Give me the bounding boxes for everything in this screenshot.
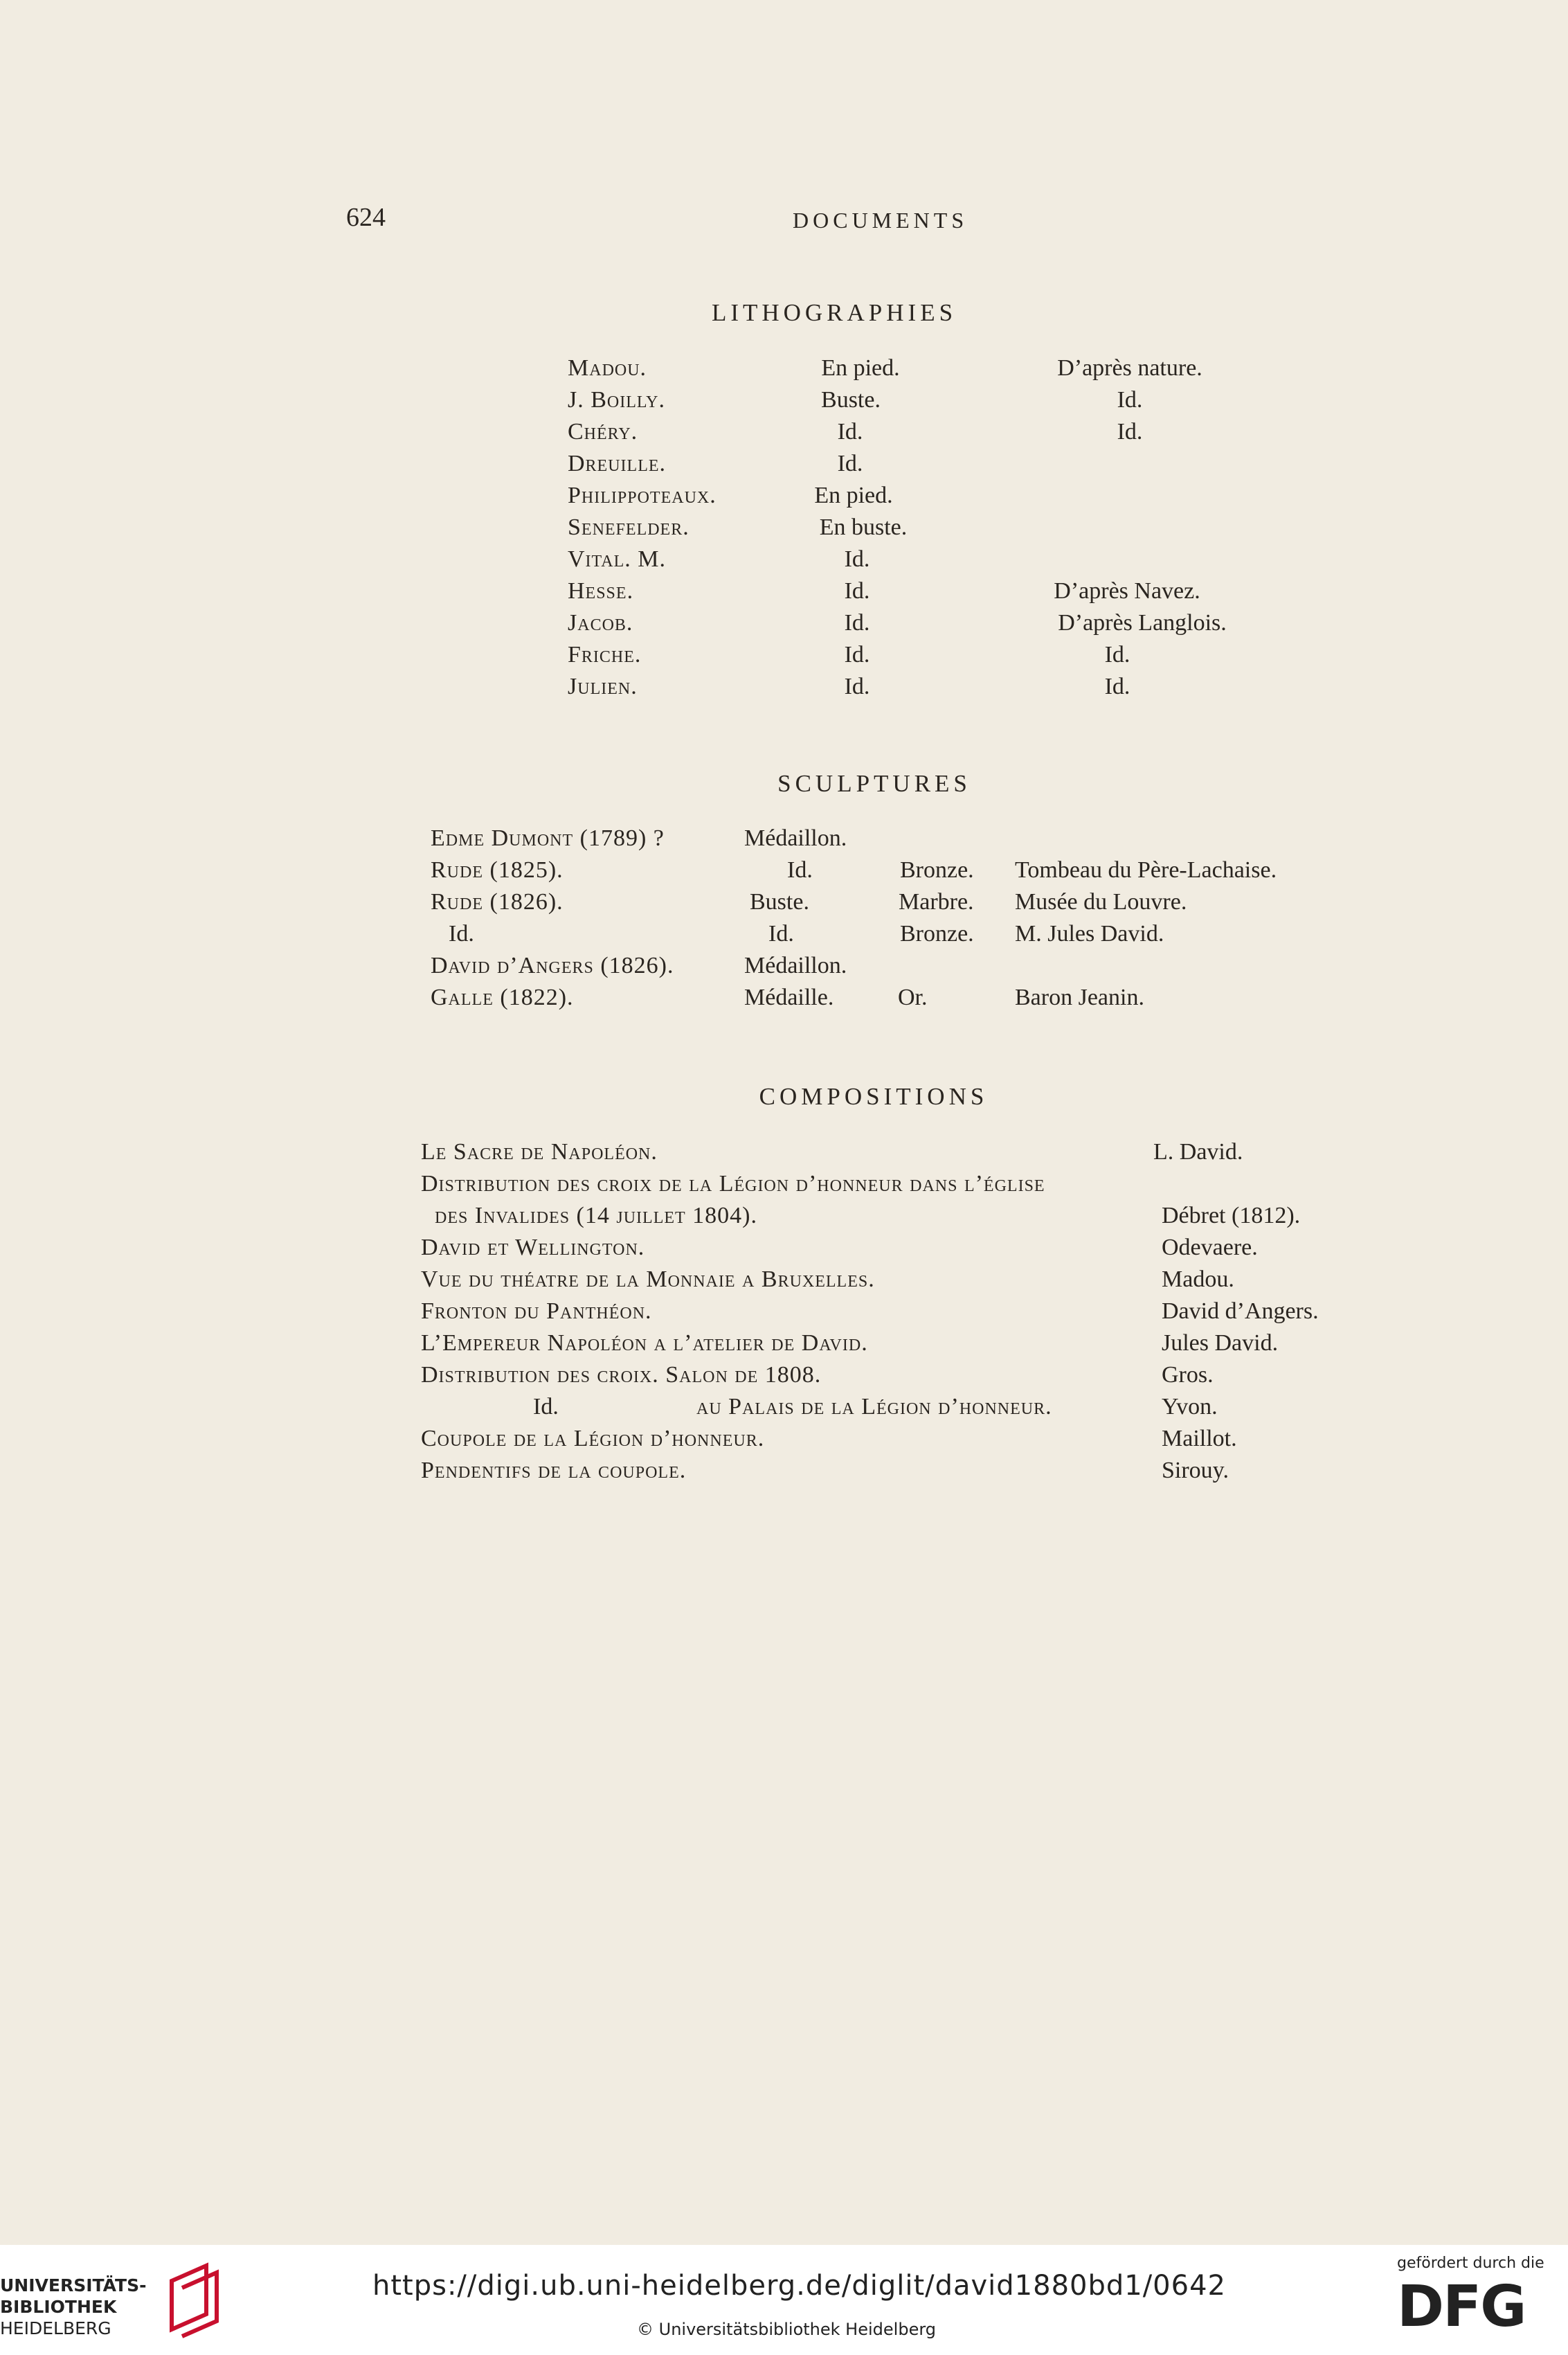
- composition-title: Distribution des croix. Salon de 1808.: [421, 1362, 822, 1388]
- portrait-type: Id.: [837, 419, 863, 445]
- portrait-type: En buste.: [819, 514, 908, 540]
- artist: Julien.: [568, 674, 638, 699]
- location: Baron Jeanin.: [1015, 985, 1144, 1010]
- material: Marbre.: [899, 889, 974, 915]
- composition-artist: David d’Angers.: [1162, 1298, 1319, 1324]
- location: Tombeau du Père-Lachaise.: [1015, 857, 1277, 883]
- artist: Chéry.: [568, 419, 638, 445]
- work-type: Médaille.: [744, 985, 834, 1010]
- artist: Jacob.: [568, 610, 633, 636]
- work-type: Id.: [768, 921, 794, 947]
- list-item: [0, 1330, 1568, 1362]
- work-type: Id.: [787, 857, 813, 883]
- source: Id.: [1104, 642, 1130, 668]
- page-number: 624: [346, 203, 386, 232]
- location: M. Jules David.: [1015, 921, 1164, 947]
- artist: Madou.: [568, 355, 647, 381]
- portrait-type: Id.: [844, 674, 870, 699]
- list-item: [0, 1235, 1568, 1266]
- portrait-type: Id.: [837, 451, 863, 476]
- artist: Vital. M.: [568, 546, 667, 572]
- dfg-logo: DFG: [1397, 2274, 1526, 2340]
- composition-title: Le Sacre de Napoléon.: [421, 1139, 658, 1165]
- composition-artist: Sirouy.: [1162, 1458, 1229, 1483]
- list-item: [0, 825, 1568, 857]
- list-item: [0, 483, 1568, 514]
- list-item: [0, 387, 1568, 419]
- composition-title: Pendentifs de la coupole.: [421, 1458, 687, 1483]
- artist: Id.: [449, 921, 474, 947]
- source: Id.: [1117, 387, 1143, 413]
- sculptures-title: SCULPTURES: [777, 770, 971, 797]
- portrait-type: Id.: [844, 610, 870, 636]
- list-item: [0, 1298, 1568, 1330]
- university-library-logo: [158, 2260, 227, 2340]
- source: Id.: [1117, 419, 1143, 445]
- composition-artist: Gros.: [1162, 1362, 1214, 1388]
- work-type: Médaillon.: [744, 825, 847, 851]
- composition-title: des Invalides (14 juillet 1804).: [435, 1203, 758, 1228]
- funded-by-label: gefördert durch die: [1397, 2255, 1544, 2272]
- library-name-line: BIBLIOTHEK: [0, 2297, 117, 2317]
- portrait-type: En pied.: [814, 483, 893, 508]
- composition-title: David et Wellington.: [421, 1235, 645, 1260]
- portrait-type: Id.: [844, 578, 870, 604]
- list-item: [0, 953, 1568, 985]
- list-item: [0, 451, 1568, 483]
- list-item: [0, 1171, 1568, 1203]
- copyright-notice: © Universitätsbibliothek Heidelberg: [637, 2320, 937, 2339]
- library-name-line: HEIDELBERG: [0, 2318, 111, 2338]
- artist: Dreuille.: [568, 451, 667, 476]
- list-item: [0, 546, 1568, 578]
- composition-artist: Débret (1812).: [1162, 1203, 1301, 1228]
- list-item: [0, 1362, 1568, 1394]
- composition-title: L’Empereur Napoléon a l’atelier de David.: [421, 1330, 868, 1356]
- composition-title: Fronton du Panthéon.: [421, 1298, 652, 1324]
- composition-artist: Yvon.: [1162, 1394, 1218, 1420]
- list-item: [0, 578, 1568, 610]
- material: Bronze.: [900, 857, 974, 883]
- compositions-title: COMPOSITIONS: [759, 1083, 989, 1110]
- portrait-type: En pied.: [821, 355, 900, 381]
- artist: Friche.: [568, 642, 642, 668]
- source: Id.: [1104, 674, 1130, 699]
- composition-artist: Maillot.: [1162, 1426, 1237, 1451]
- list-item: [0, 642, 1568, 674]
- artist: J. Boilly.: [568, 387, 665, 413]
- composition-artist: L. David.: [1153, 1139, 1243, 1165]
- list-item: [0, 1426, 1568, 1458]
- work-type: Buste.: [750, 889, 809, 915]
- list-item: [0, 674, 1568, 706]
- composition-artist: Jules David.: [1162, 1330, 1279, 1356]
- artist: David d’Angers (1826).: [431, 953, 674, 978]
- list-item: [0, 355, 1568, 387]
- artist: Senefelder.: [568, 514, 690, 540]
- source: D’après Langlois.: [1058, 610, 1227, 636]
- composition-artist: Odevaere.: [1162, 1235, 1258, 1260]
- artist: Galle (1822).: [431, 985, 574, 1010]
- list-item: [0, 419, 1568, 451]
- portrait-type: Id.: [844, 642, 870, 668]
- list-item: [0, 1458, 1568, 1489]
- list-item: [0, 610, 1568, 642]
- viewer-footer: [0, 2245, 1568, 2355]
- work-type: Médaillon.: [744, 953, 847, 978]
- list-item: [0, 1203, 1568, 1235]
- artist: Rude (1825).: [431, 857, 564, 883]
- composition-artist: Madou.: [1162, 1266, 1234, 1292]
- list-item: [0, 514, 1568, 546]
- artist: Rude (1826).: [431, 889, 564, 915]
- portrait-type: Buste.: [821, 387, 881, 413]
- composition-title: Coupole de la Légion d’honneur.: [421, 1426, 765, 1451]
- portrait-type: Id.: [844, 546, 870, 572]
- artist: Edme Dumont (1789) ?: [431, 825, 665, 851]
- composition-id: Id.: [533, 1394, 559, 1420]
- list-item: [0, 921, 1568, 953]
- list-item: [0, 1266, 1568, 1298]
- artist: Hesse.: [568, 578, 634, 604]
- list-item: [0, 1394, 1568, 1426]
- material: Bronze.: [900, 921, 974, 947]
- composition-title: au Palais de la Légion d’honneur.: [696, 1394, 1052, 1420]
- source: D’après nature.: [1057, 355, 1202, 381]
- lithographies-title: LITHOGRAPHIES: [711, 299, 957, 326]
- list-item: [0, 857, 1568, 889]
- source: D’après Navez.: [1054, 578, 1200, 604]
- library-name-line: UNIVERSITÄTS-: [0, 2275, 147, 2295]
- material: Or.: [898, 985, 928, 1010]
- permalink-url[interactable]: https://digi.ub.uni-heidelberg.de/diglit/david1880bd1/0642: [372, 2270, 1226, 2302]
- composition-title: Distribution des croix de la Légion d’honneur dans l’église: [421, 1171, 1045, 1197]
- list-item: [0, 985, 1568, 1017]
- library-name: [0, 2275, 146, 2339]
- artist: Philippoteaux.: [568, 483, 717, 508]
- location: Musée du Louvre.: [1015, 889, 1187, 915]
- list-item: [0, 1139, 1568, 1171]
- running-title: DOCUMENTS: [793, 208, 968, 233]
- composition-title: Vue du théatre de la Monnaie a Bruxelles.: [421, 1266, 875, 1292]
- list-item: [0, 889, 1568, 921]
